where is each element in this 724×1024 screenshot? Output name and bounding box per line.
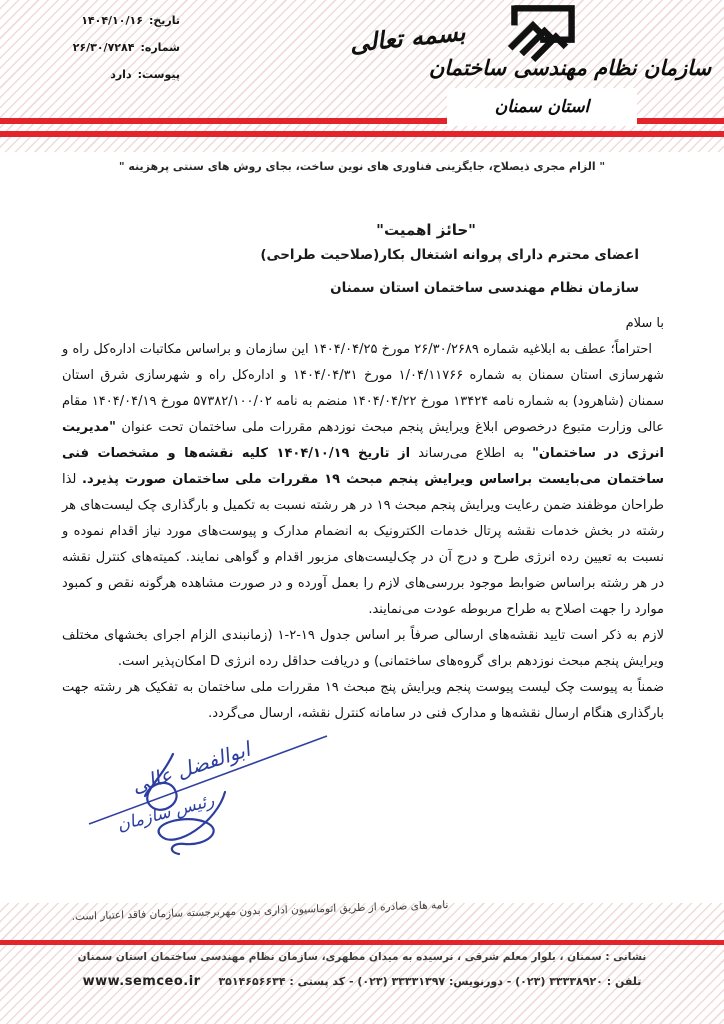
footer-website: www.semceo.ir	[82, 974, 201, 989]
recipient-line-2: سازمان نظام مهندسی ساختمان استان سمنان	[330, 280, 639, 296]
attachment-label: پیوست:	[137, 68, 180, 81]
letter-body	[62, 311, 664, 727]
importance-heading: "حائز اهمیت"	[376, 221, 476, 239]
province-name: استان سمنان	[494, 97, 590, 117]
attachment-row	[40, 68, 180, 81]
organization-logo	[498, 4, 588, 64]
footer-rule	[0, 940, 724, 945]
date-row	[40, 14, 180, 27]
footer-phone-fax-postal: تلفن : ۳۳۳۳۸۹۲۰ (۰۲۳) - دورنویس: ۳۳۳۳۱۳۹۷ (۰۲۳) - کد پستی : ۳۵۱۴۶۵۶۶۳۴	[218, 975, 642, 988]
letter-meta-block	[40, 14, 180, 95]
bismillah-text: بسمه تعالی	[348, 18, 467, 58]
body-paragraph: احتراماً؛ عطف به ابلاغیه شماره ۲۶/۳۰/۲۶۸۹ مورخ ۱۴۰۴/۰۴/۲۵ این سازمان و براساس مکاتبات اداره‌کل راه و شهرسازی استان سمنان به شماره ۱/۰۴/۱۱۷۶۶ مورخ ۱۴۰۴/۰۴/۳۱ و اداره‌کل راه و شهرسازی شرق استان سمنان (شاهرود) به شماره نامه ۱۳۴۲۴ مورخ ۱۴۰۴/۰۴/۲۲ منضم به نامه ۵۷۳۸۲/۱۰۰/۰۲ مورخ ۱۴۰۴/۰۴/۱۹ مقام عالی وزارت متبوع درخصوص ابلاغ ویرایش پنجم مبحث نوزدهم مقررات ملی ساختمان تحت عنوان "مدیریت انرژی در ساختمان" به اطلاع می‌رساند از تاریخ ۱۴۰۴/۱۰/۱۹ کلیه نقشه‌ها و مشخصات فنی ساختمان می‌بایست براساس ویرایش پنجم مبحث ۱۹ مقررات ملی ساختمان صورت پذیرد. لذا طراحان موظفند ضمن رعایت ویرایش پنجم مبحث ۱۹ در هر رشته نسبت به تکمیل و بارگذاری چک لیست‌های هر رشته در بخش خدمات نقشه پرتال خدمات الکترونیک به انضمام مدارک و پیوست‌های مورد نیاز اقدام نموده و نسبت به تعیین رده انرژی طرح و درج آن در چک‌لیست‌های مزبور اقدام و گواهی نمایند. کمیته‌های کنترل نقشه در هر رشته براساس ضوابط موجود بررسی‌های لازم را بعمل آورده و در صورت مشاهده هرگونه نقص و کمبود موارد را جهت اصلاح به طراح مربوطه عودت می‌نمایند.	[62, 342, 664, 617]
footer-validity-note: نامه های صادره از طریق اتوماسیون اداری بدون مهربرجسته سازمان فاقد اعتبار است.	[71, 899, 449, 923]
number-value: ۲۶/۳۰/۷۲۸۴	[72, 41, 135, 54]
body-paragraph: لازم به ذکر است تایید نقشه‌های ارسالی صرفاً بر اساس جدول ۱۹-۲-۱ (زمانبندی الزام اجرای بخشهای مختلف ویرایش پنجم مبحث نوزدهم برای گروه‌های ساختمانی) و دریافت حداقل رده انرژی D امکان‌پذیر است.	[62, 628, 664, 669]
number-label: شماره:	[140, 41, 180, 54]
signature-block	[75, 728, 335, 860]
footer-contact	[0, 974, 724, 989]
signer-title: رئیس سازمان	[115, 790, 217, 836]
date-value: ۱۴۰۴/۱۰/۱۶	[81, 14, 143, 27]
province-name-box	[447, 88, 637, 126]
recipient-line-1: اعضای محترم دارای پروانه اشتغال بکار(صلاحیت طراحی)	[260, 247, 639, 263]
body-paragraph: ضمناً به پیوست چک لیست پیوست پنجم ویرایش پنج مبحث ۱۹ مقررات ملی ساختمان به تفکیک هر رشته جهت بارگذاری هنگام ارسال نقشه‌ها و مدارک فنی در سامانه کنترل نقشه، ارسال می‌گردد.	[62, 680, 665, 721]
attachment-value: دارد	[110, 68, 132, 81]
signer-name: ابوالفضل عالی	[128, 736, 253, 798]
footer-address: نشانی : سمنان ، بلوار معلم شرقی ، نرسیده به میدان مطهری، سازمان نظام مهندسی ساختمان استان سمنان	[77, 951, 647, 963]
date-label: تاریخ:	[148, 14, 180, 27]
salutation: با سلام	[625, 316, 664, 331]
organization-name: سازمان نظام مهندسی ساختمان	[428, 56, 712, 80]
slogan-text: " الزام مجری ذیصلاح، جایگزینی فناوری های نوین ساخت، بجای روش های سنتی پرهزینه "	[118, 160, 606, 173]
header-rule-bottom	[0, 131, 724, 137]
number-row	[40, 41, 180, 54]
signature-scribble	[75, 728, 335, 860]
